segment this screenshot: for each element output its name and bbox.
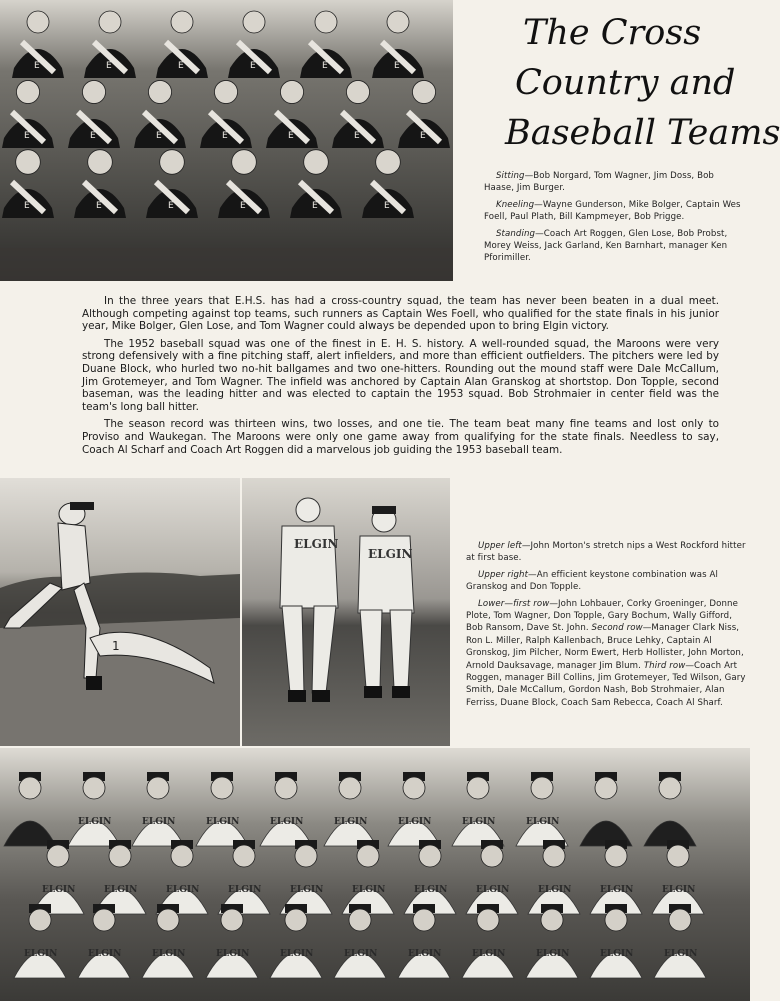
standing-label: Standing — [496, 228, 536, 239]
caption-upper-left — [466, 540, 750, 565]
runner-jersey-letter: E — [222, 131, 228, 141]
runner-jersey-letter: E — [24, 131, 30, 141]
title-line-3: Baseball Teams — [505, 113, 780, 153]
player-jersey-text: ELGIN — [280, 949, 314, 959]
sitting-label: Sitting — [496, 171, 525, 181]
player-jersey-text: ELGIN — [334, 817, 368, 827]
baseball-team-photo-art — [0, 748, 750, 1001]
paragraph-cross-country: In the three years that E.H.S. has had a cross-country squad, the team has never been beaten in a dual meet. Although competing against top teams, such runners as Captain Wes Foell, who qualified for the state finals in his junior year, Mike Bolger, Glen Lose, and Tom Wagner could always be depended upon to bring Elgin victory. — [82, 295, 719, 333]
player-jersey-text: ELGIN — [78, 817, 112, 827]
player-jersey-text: ELGIN — [104, 885, 138, 895]
upper-left-text: —John Morton's stretch nips a West Rockford hitter at first base. — [466, 541, 746, 564]
keystone-jersey-left: ELGIN — [294, 537, 339, 551]
player-jersey-text: ELGIN — [24, 949, 58, 959]
baseball-caption — [466, 540, 750, 713]
lower-second-row: —Manager Clark Niss, Ron L. Miller, Ralph Kallenbach, Bruce Lehky, Captain Al Gronskog, Jim Pilcher, Norm Ewert, Herb Hollister, John Morton, Arnold Dauksavage, manager Jim Blum. — [466, 623, 744, 671]
player-jersey-text: ELGIN — [42, 885, 76, 895]
runner-jersey-letter: E — [354, 131, 360, 141]
baseball-team-photo — [0, 748, 750, 1001]
runner-jersey-letter: E — [90, 131, 96, 141]
player-jersey-text: ELGIN — [352, 885, 386, 895]
runner-jersey-letter: E — [178, 61, 184, 71]
player-jersey-text: ELGIN — [206, 817, 240, 827]
keystone-photo-art — [242, 478, 450, 746]
player-jersey-text: ELGIN — [462, 817, 496, 827]
runner-jersey-letter: E — [34, 61, 40, 71]
keystone-combination-photo — [242, 478, 450, 746]
runner-jersey-letter: E — [420, 131, 426, 141]
player-jersey-text: ELGIN — [216, 949, 250, 959]
player-jersey-text: ELGIN — [88, 949, 122, 959]
first-base-play-photo — [0, 478, 240, 746]
runner-jersey-letter: E — [96, 201, 102, 211]
player-jersey-text: ELGIN — [166, 885, 200, 895]
player-jersey-text: ELGIN — [536, 949, 570, 959]
runner-jersey-letter: E — [156, 131, 162, 141]
first-base-photo-art — [0, 478, 240, 746]
player-jersey-text: ELGIN — [344, 949, 378, 959]
title-line-2: Country and — [515, 63, 736, 103]
lower-first-row: —John Lohbauer, Corky Groeninger, Donne Plote, Tom Wagner, Don Topple, Gary Bochum, Wally Gifford, Bob Ransom, Dave St. John. — [466, 598, 738, 634]
kneeling-names: —Wayne Gunderson, Mike Bolger, Captain Wes Foell, Paul Plath, Bill Kampmeyer, Bob Prigge. — [484, 199, 741, 223]
runner-jersey-letter: E — [288, 131, 294, 141]
runner-jersey-letter: E — [250, 61, 256, 71]
runner-jersey-letter: E — [384, 201, 390, 211]
player-jersey-text: ELGIN — [398, 817, 432, 827]
runner-jersey-letter: E — [240, 201, 246, 211]
player-jersey-text: ELGIN — [600, 885, 634, 895]
caption-sitting — [484, 170, 744, 195]
caption-upper-right — [466, 569, 750, 594]
cross-country-caption — [484, 170, 744, 269]
article-body — [82, 295, 719, 461]
upper-right-label: Upper right — [478, 569, 529, 580]
player-jersey-text: ELGIN — [476, 885, 510, 895]
paragraph-season-record: The season record was thirteen wins, two losses, and one tie. The team beat many fine teams and lost only to Proviso and Waukegan. The Maroons were only one game away from qualifying for the state finals. Needless to say, Coach Al Scharf and Coach Art Roggen did a marvelous job guiding the 1953 baseball team. — [82, 418, 719, 456]
runner-jersey-letter: E — [24, 201, 30, 211]
lower-label: Lower—first row — [478, 598, 550, 609]
player-jersey-text: ELGIN — [142, 817, 176, 827]
caption-lower — [466, 598, 750, 710]
runner-jersey-letter: E — [394, 61, 400, 71]
player-jersey-text: ELGIN — [538, 885, 572, 895]
kneeling-label: Kneeling — [496, 199, 535, 210]
second-row-label: Second row — [591, 623, 643, 634]
standing-names: —Coach Art Roggen, Glen Lose, Bob Probst, Morey Weiss, Jack Garland, Ken Barnhart, manager Ken Pforimiller. — [484, 228, 728, 264]
caption-standing — [484, 228, 744, 265]
player-jersey-text: ELGIN — [662, 885, 696, 895]
caption-kneeling — [484, 199, 744, 224]
first-base-jersey-number: 1 — [112, 639, 120, 653]
title-line-1: The Cross — [523, 13, 702, 53]
third-row-label: Third row — [643, 660, 686, 671]
player-jersey-text: ELGIN — [526, 817, 560, 827]
upper-left-label: Upper left — [478, 541, 522, 551]
player-jersey-text: ELGIN — [290, 885, 324, 895]
runner-jersey-letter: E — [312, 201, 318, 211]
player-jersey-text: ELGIN — [270, 817, 304, 827]
runner-jersey-letter: E — [106, 61, 112, 71]
lower-third-row: —Coach Art Roggen, manager Bill Collins, Jim Grotemeyer, Ted Wilson, Gary Smith, Dale McCallum, Gordon Nash, Bob Strohmaier, Alan Ferriss, Duane Block, Coach Sam Rebecca, Coach Al Sharf. — [466, 660, 746, 708]
cross-country-photo-art — [0, 0, 453, 281]
player-jersey-text: ELGIN — [152, 949, 186, 959]
cross-country-team-photo — [0, 0, 453, 281]
page-title — [505, 8, 780, 158]
player-jersey-text: ELGIN — [414, 885, 448, 895]
paragraph-baseball-squad: The 1952 baseball squad was one of the finest in E. H. S. history. A well-rounded squad, the Maroons were very strong defensively with a fine pitching staff, alert infielders, and more than efficient outfielders. The pitchers were led by Duane Block, who hurled two no-hit ballgames and two one-hitters. Rounding out the mound staff were Dale McCallum, Jim Grotemeyer, and Tom Wagner. The infield was anchored by Captain Alan Granskog at shortstop. Don Topple, second baseman, was the leading hitter and was elected to captain the 1953 squad. Bob Strohmaier in center field was the team's long ball hitter. — [82, 337, 719, 413]
player-jersey-text: ELGIN — [472, 949, 506, 959]
runner-jersey-letter: E — [168, 201, 174, 211]
player-jersey-text: ELGIN — [408, 949, 442, 959]
player-jersey-text: ELGIN — [600, 949, 634, 959]
player-jersey-text: ELGIN — [664, 949, 698, 959]
keystone-jersey-right: ELGIN — [368, 547, 413, 561]
runner-jersey-letter: E — [322, 61, 328, 71]
upper-right-text: —An efficient keystone combination was Al Granskog and Don Topple. — [466, 569, 718, 593]
player-jersey-text: ELGIN — [228, 885, 262, 895]
sitting-names: —Bob Norgard, Tom Wagner, Jim Doss, Bob Haase, Jim Burger. — [484, 171, 714, 194]
